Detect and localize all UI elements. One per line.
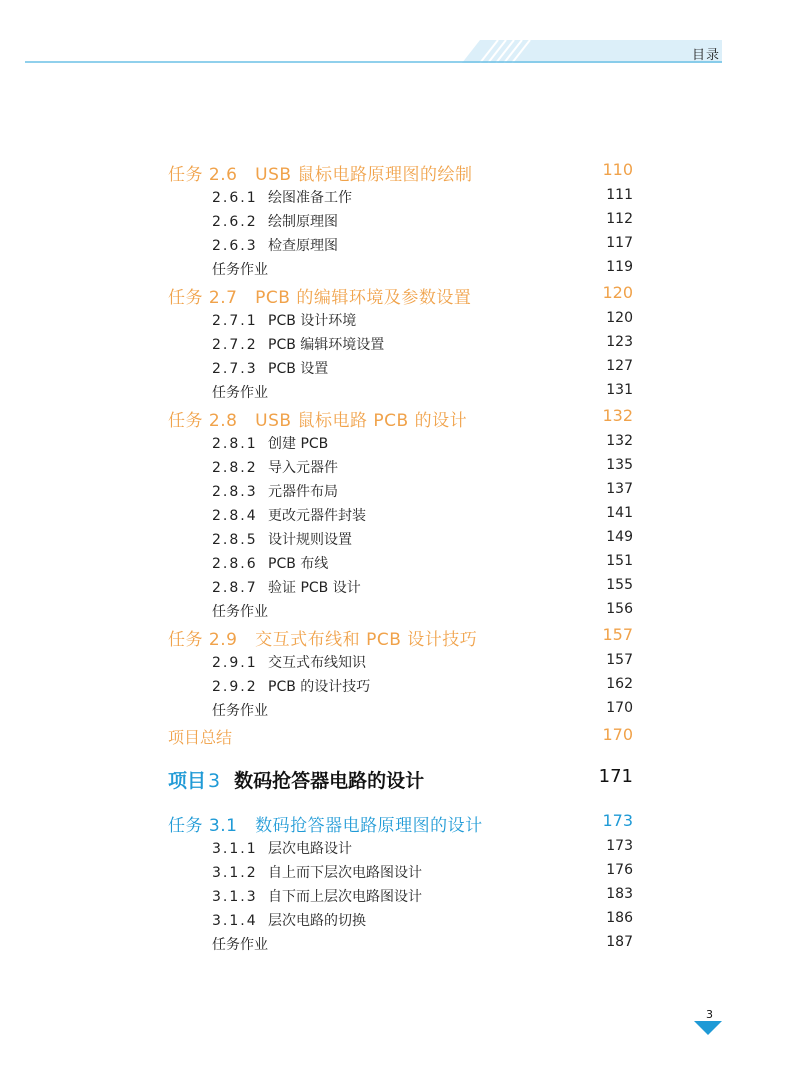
header-title: 目录 [691,48,720,63]
section-title: 绘制原理图 [268,214,338,230]
page-number: 110 [602,160,633,179]
section-title: 元器件布局 [268,484,338,500]
page-number: 156 [606,601,633,617]
page-number: 132 [606,433,633,449]
section-number: 2.8.2 [212,460,258,476]
toc-section-2-7-2[interactable] [0,334,800,358]
page-number: 183 [606,886,633,902]
task-title: 交互式布线和 PCB 设计技巧 [255,630,478,650]
toc-section-2-8-4[interactable] [0,505,800,529]
project-number: 3 [208,770,221,792]
page-number: 157 [606,652,633,668]
page-number: 131 [606,382,633,398]
page-number: 170 [606,700,633,716]
page-number: 157 [602,625,633,644]
section-number: 2.6.1 [212,190,258,206]
toc-homework-2-8[interactable] [0,601,800,625]
toc-homework-3-1[interactable] [0,934,800,958]
section-number: 2.9.1 [212,655,258,671]
toc-homework-2-9[interactable] [0,700,800,724]
homework-title: 任务作业 [212,937,268,953]
section-number: 2.8.4 [212,508,258,524]
task-title: USB 鼠标电路 PCB 的设计 [255,411,468,431]
footer-page-number: 3 [706,1008,713,1021]
page-number: 117 [606,235,633,251]
toc-section-2-6-3[interactable] [0,235,800,259]
section-number: 2.6.2 [212,214,258,230]
summary-title: 项目总结 [168,728,233,747]
section-number: 2.6.3 [212,238,258,254]
page-number: 151 [606,553,633,569]
section-title: 自下而上层次电路图设计 [268,889,422,905]
toc-section-2-7-3[interactable] [0,358,800,382]
section-number: 3.1.1 [212,841,258,857]
toc-section-2-8-1[interactable] [0,433,800,457]
section-number: 2.8.7 [212,580,258,596]
page-number: 173 [602,811,633,830]
section-number: 2.9.2 [212,679,258,695]
toc-section-2-9-2[interactable] [0,676,800,700]
section-title: 设计规则设置 [268,532,352,548]
section-title: 层次电路设计 [268,841,352,857]
page-number: 119 [606,259,633,275]
section-title: PCB 布线 [268,556,329,572]
section-number: 2.7.2 [212,337,258,353]
section-title: PCB 的设计技巧 [268,679,371,695]
toc-section-3-1-3[interactable] [0,886,800,910]
task-title: USB 鼠标电路原理图的绘制 [255,165,473,185]
page-number: 186 [606,910,633,926]
homework-title: 任务作业 [212,385,268,401]
toc-section-3-1-1[interactable] [0,838,800,862]
section-number: 3.1.3 [212,889,258,905]
section-title: 绘图准备工作 [268,190,352,206]
page-number: 111 [606,187,633,203]
section-number: 2.8.6 [212,556,258,572]
task-label: 任务 2.8 [168,411,238,431]
header-stripes [0,40,722,63]
page-number: 123 [606,334,633,350]
task-label: 任务 2.9 [168,630,238,650]
page-triangle-icon [694,1021,722,1035]
section-number: 3.1.4 [212,913,258,929]
task-label: 任务 2.6 [168,165,238,185]
section-title: PCB 设计环境 [268,313,357,329]
section-title: PCB 设置 [268,361,329,377]
toc-section-2-8-2[interactable] [0,457,800,481]
toc-project-3[interactable] [0,766,800,794]
task-title: 数码抢答器电路原理图的设计 [255,816,483,836]
toc-section-2-8-6[interactable] [0,553,800,577]
page-number: 173 [606,838,633,854]
toc-task-2-6[interactable] [0,160,800,184]
page-number: 135 [606,457,633,473]
section-title: 验证 PCB 设计 [268,580,361,596]
page-number: 112 [606,211,633,227]
toc-task-2-7[interactable] [0,283,800,307]
section-title: 层次电路的切换 [268,913,366,929]
toc-project-summary[interactable] [0,725,800,749]
header-band [0,40,722,63]
project-label: 项目 [168,770,207,792]
toc-homework-2-6[interactable] [0,259,800,283]
section-title: 更改元器件封装 [268,508,366,524]
task-label: 任务 2.7 [168,288,238,308]
project-title: 数码抢答器电路的设计 [234,770,425,792]
section-number: 2.8.3 [212,484,258,500]
toc-section-2-6-1[interactable] [0,187,800,211]
page-number: 155 [606,577,633,593]
toc-section-3-1-2[interactable] [0,862,800,886]
page-number: 170 [602,725,633,744]
section-title: 自上而下层次电路图设计 [268,865,422,881]
section-number: 3.1.2 [212,865,258,881]
homework-title: 任务作业 [212,262,268,278]
page-number: 141 [606,505,633,521]
toc-task-2-9[interactable] [0,625,800,649]
toc-section-2-8-3[interactable] [0,481,800,505]
toc-homework-2-7[interactable] [0,382,800,406]
toc-task-2-8[interactable] [0,406,800,430]
task-label: 任务 3.1 [168,816,238,836]
page-number: 149 [606,529,633,545]
toc-section-2-7-1[interactable] [0,310,800,334]
section-number: 2.8.5 [212,532,258,548]
toc-section-2-8-5[interactable] [0,529,800,553]
section-title: 导入元器件 [268,460,338,476]
section-number: 2.7.1 [212,313,258,329]
page-number: 137 [606,481,633,497]
section-title: 交互式布线知识 [268,655,366,671]
page-number: 171 [598,766,633,787]
homework-title: 任务作业 [212,703,268,719]
page-number: 127 [606,358,633,374]
section-title: 创建 PCB [268,436,329,452]
section-number: 2.7.3 [212,361,258,377]
section-number: 2.8.1 [212,436,258,452]
toc-task-3-1[interactable] [0,811,800,835]
page-number: 162 [606,676,633,692]
toc-section-2-9-1[interactable] [0,652,800,676]
page-number: 187 [606,934,633,950]
toc-section-2-8-7[interactable] [0,577,800,601]
section-title: 检查原理图 [268,238,338,254]
page-number: 132 [602,406,633,425]
page-number: 120 [606,310,633,326]
toc-section-3-1-4[interactable] [0,910,800,934]
page-number: 120 [602,283,633,302]
page-number: 176 [606,862,633,878]
toc-section-2-6-2[interactable] [0,211,800,235]
task-title: PCB 的编辑环境及参数设置 [255,288,472,308]
homework-title: 任务作业 [212,604,268,620]
section-title: PCB 编辑环境设置 [268,337,385,353]
